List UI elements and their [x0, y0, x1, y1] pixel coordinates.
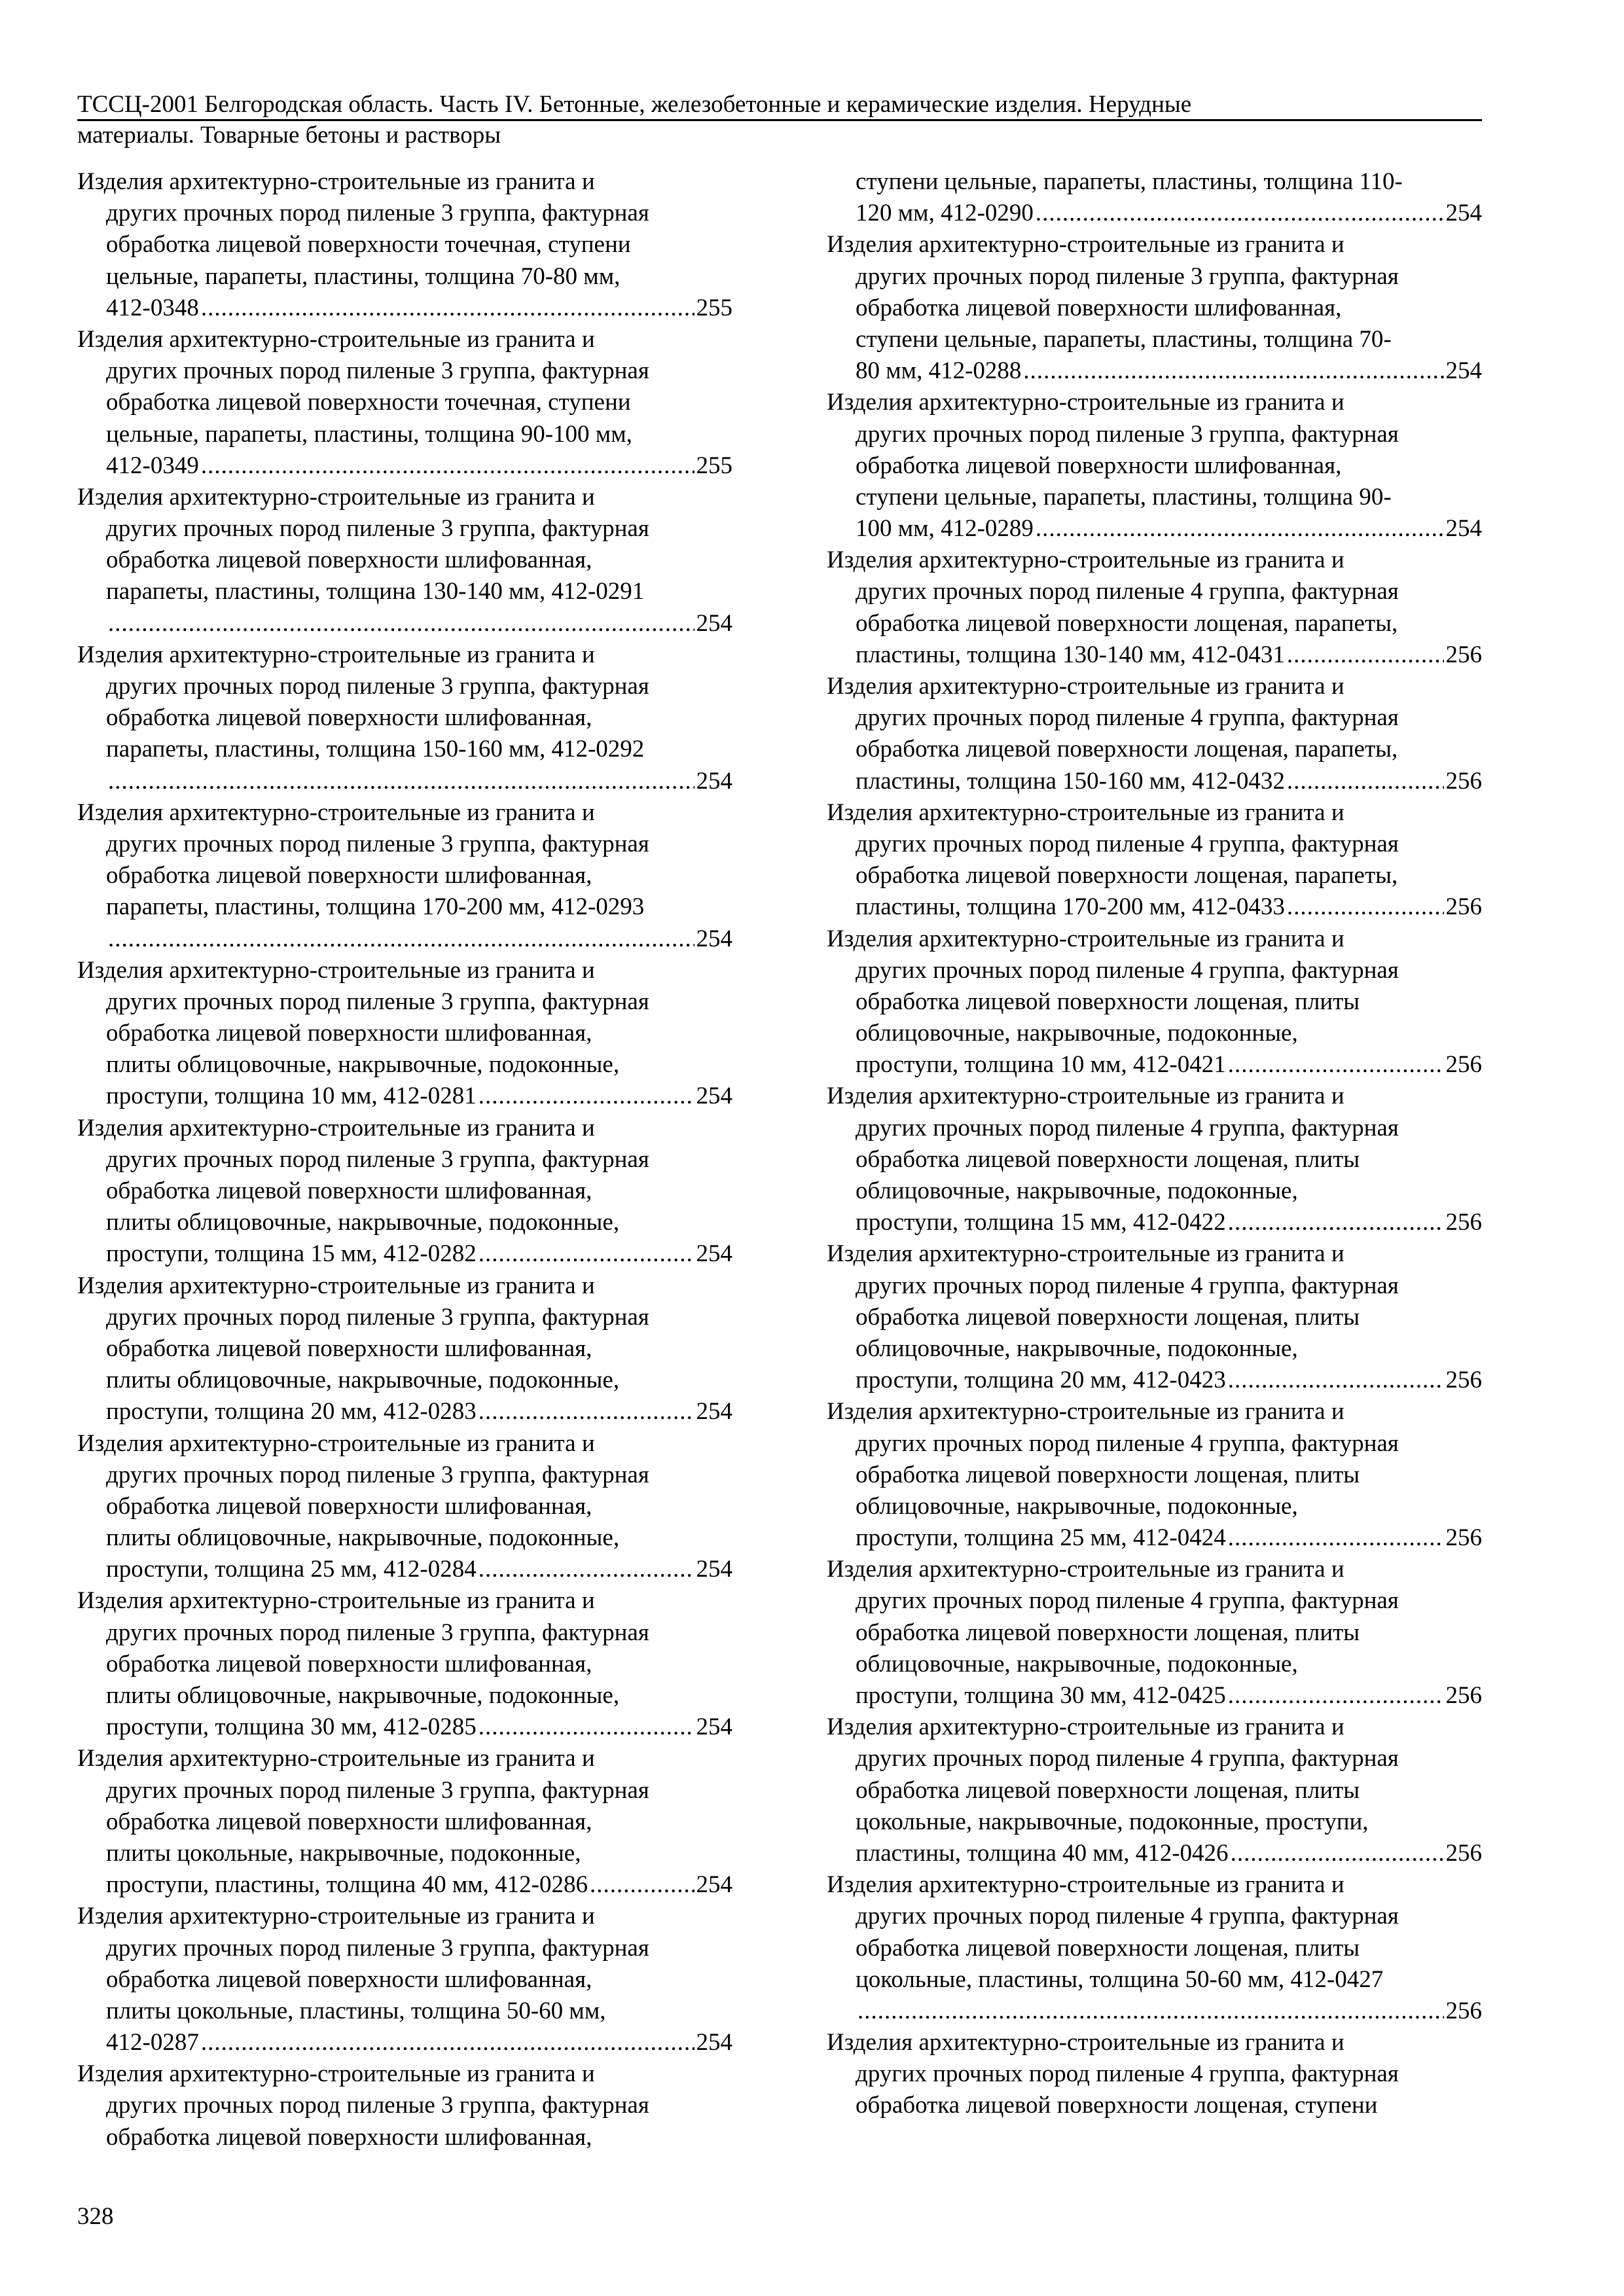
index-entry — [77, 2058, 732, 2153]
index-entry-line: облицовочные, накрывочные, подоконные, — [856, 1492, 1298, 1520]
index-entry — [827, 671, 1482, 797]
index-entry — [77, 324, 732, 482]
index-entry-line: других прочных пород пиленые 3 группа, фактурная — [856, 420, 1399, 448]
index-entry — [77, 955, 732, 1113]
index-entry-line: других прочных пород пиленые 3 группа, фактурная — [106, 2092, 649, 2119]
index-entry-line: парапеты, пластины, толщина 130-140 мм, 412-0291 — [106, 578, 645, 605]
index-entry-page-ref: 255 — [696, 294, 732, 321]
index-entry-line: плиты облицовочные, накрывочные, подоконные, — [106, 1367, 620, 1394]
dot-leader — [1287, 891, 1444, 923]
index-entry-line: Изделия архитектурно-строительные из гранита и — [77, 1429, 595, 1457]
index-entry-last-line: 120 мм, 412-0290 — [856, 200, 1034, 227]
dot-leader — [201, 450, 695, 482]
dot-leader — [1036, 513, 1444, 545]
index-entry-last-line: 412-0349 — [106, 452, 199, 479]
dot-leader — [478, 1396, 695, 1427]
index-entry-line: других прочных пород пиленые 3 группа, фактурная — [106, 1303, 649, 1331]
index-entry-line: Изделия архитектурно-строительные из гранита и — [827, 1083, 1344, 1110]
dot-leader — [1228, 1049, 1444, 1081]
index-entry-line: других прочных пород пиленые 4 группа, фактурная — [856, 1272, 1399, 1299]
index-entry-leader-line — [77, 450, 732, 482]
index-entry-line: обработка лицевой поверхности шлифованная, — [106, 1650, 592, 1677]
index-entry-leader-line — [827, 198, 1482, 229]
dot-leader — [590, 1869, 695, 1901]
index-column-left — [77, 166, 732, 2153]
index-entry-page-ref: 254 — [696, 2029, 732, 2056]
dot-leader — [478, 1081, 695, 1112]
index-entry — [77, 1585, 732, 1743]
index-entry-line: обработка лицевой поверхности шлифованная, — [106, 547, 592, 574]
index-entry-line: других прочных пород пиленые 4 группа, фактурная — [856, 1745, 1399, 1772]
index-entry — [77, 1270, 732, 1428]
index-entry-last-line: пластины, толщина 40 мм, 412-0426 — [856, 1839, 1229, 1867]
index-entry-line: других прочных пород пиленые 3 группа, фактурная — [106, 1145, 649, 1173]
index-entry-line: Изделия архитектурно-строительные из гранита и — [77, 1745, 595, 1772]
dot-leader — [1228, 1680, 1444, 1712]
index-entry-leader-line — [827, 1207, 1482, 1238]
index-entry-leader-line — [827, 639, 1482, 671]
index-entry — [77, 1901, 732, 2058]
index-entry — [77, 797, 732, 955]
index-entry-page-ref: 254 — [696, 1556, 732, 1583]
dot-leader — [478, 1712, 695, 1743]
index-entry-line: плиты облицовочные, накрывочные, подоконные, — [106, 1682, 620, 1709]
dot-leader — [478, 1554, 695, 1585]
index-entry-page-ref: 255 — [696, 452, 732, 479]
index-entry-line: облицовочные, накрывочные, подоконные, — [856, 1177, 1298, 1204]
index-entry-last-line: проступи, толщина 25 мм, 412-0424 — [856, 1524, 1226, 1552]
index-entry-page-ref: 256 — [1445, 1367, 1482, 1394]
index-entry-line: парапеты, пластины, толщина 150-160 мм, 412-0292 — [106, 736, 645, 763]
index-entry-line: обработка лицевой поверхности лощеная, плиты — [856, 988, 1360, 1015]
index-entry-line: обработка лицевой поверхности шлифованная, — [106, 1335, 592, 1362]
index-entry-leader-line — [827, 513, 1482, 545]
index-entry-leader-line — [827, 355, 1482, 387]
index-entry-line: других прочных пород пиленые 3 группа, фактурная — [106, 830, 649, 857]
index-entry-last-line: 412-0348 — [106, 294, 199, 321]
index-entry-line: Изделия архитектурно-строительные из гранита и — [77, 1272, 595, 1299]
index-entry-line: обработка лицевой поверхности лощеная, плиты — [856, 1776, 1360, 1804]
index-entry-line: Изделия архитектурно-строительные из гранита и — [77, 1114, 595, 1141]
index-entry-line: Изделия архитектурно-строительные из гранита и — [827, 1398, 1344, 1426]
index-entry-last-line: проступи, толщина 20 мм, 412-0283 — [106, 1398, 477, 1426]
index-entry-line: плиты облицовочные, накрывочные, подоконные, — [106, 1051, 620, 1079]
index-entry-line: Изделия архитектурно-строительные из гранита и — [77, 168, 595, 195]
index-entry — [827, 1712, 1482, 1869]
index-entry-line: облицовочные, накрывочные, подоконные, — [856, 1335, 1298, 1362]
index-entry-line: других прочных пород пиленые 3 группа, фактурная — [106, 1776, 649, 1804]
index-entry-leader-line — [77, 2027, 732, 2058]
index-entry-line: плиты облицовочные, накрывочные, подоконные, — [106, 1524, 620, 1552]
index-entry-line: обработка лицевой поверхности шлифованная, — [106, 1965, 592, 1993]
index-entry-last-line: пластины, толщина 130-140 мм, 412-0431 — [856, 641, 1285, 668]
index-entry-line: Изделия архитектурно-строительные из гранита и — [827, 2029, 1344, 2056]
index-entry-line: других прочных пород пиленые 3 группа, фактурная — [106, 200, 649, 227]
index-entry-line: цельные, парапеты, пластины, толщина 90-100 мм, — [106, 420, 632, 448]
index-entry — [827, 1554, 1482, 1712]
index-entry-line: обработка лицевой поверхности лощеная, парапеты, — [856, 736, 1398, 763]
index-entry-line: обработка лицевой поверхности шлифованная, — [856, 294, 1342, 321]
index-entry-last-line: проступи, пластины, толщина 40 мм, 412-0286 — [106, 1871, 588, 1899]
index-entry-line: других прочных пород пиленые 4 группа, фактурная — [856, 704, 1399, 732]
index-entry-line: Изделия архитектурно-строительные из гранита и — [77, 2060, 595, 2088]
index-entry-line: ступени цельные, парапеты, пластины, толщина 110- — [856, 168, 1403, 195]
index-entry-leader-line — [827, 766, 1482, 797]
index-entry-leader-line — [827, 1365, 1482, 1396]
index-entry — [827, 924, 1482, 1081]
index-entry-line: Изделия архитектурно-строительные из гранита и — [77, 798, 595, 826]
index-entry-leader-line — [77, 924, 732, 955]
index-entry-page-ref: 254 — [696, 609, 732, 637]
index-entry-last-line: 412-0287 — [106, 2029, 199, 2056]
index-entry-line: цокольные, пластины, толщина 50-60 мм, 412-0427 — [856, 1965, 1384, 1993]
index-entry-line: других прочных пород пиленые 4 группа, фактурная — [856, 830, 1399, 857]
index-entry-last-line: проступи, толщина 15 мм, 412-0422 — [856, 1209, 1226, 1236]
index-entry-page-ref: 256 — [1445, 1524, 1482, 1552]
index-entry-line: Изделия архитектурно-строительные из гранита и — [827, 1871, 1344, 1899]
index-entry-line: Изделия архитектурно-строительные из гранита и — [827, 231, 1344, 259]
index-entry — [827, 797, 1482, 924]
index-entry-line: обработка лицевой поверхности шлифованная, — [106, 862, 592, 889]
dot-leader — [857, 1996, 1444, 2027]
index-entry-last-line: проступи, толщина 30 мм, 412-0425 — [856, 1682, 1226, 1709]
index-entry-line: обработка лицевой поверхности лощеная, плиты — [856, 1145, 1360, 1173]
index-entry-page-ref: 256 — [1445, 1682, 1482, 1709]
index-entry-leader-line — [77, 1869, 732, 1901]
index-entry-line: обработка лицевой поверхности точечная, ступени — [106, 389, 631, 416]
index-entry-last-line: 80 мм, 412-0288 — [856, 357, 1022, 385]
index-entry-page-ref: 254 — [1445, 515, 1482, 543]
index-entry-line: Изделия архитектурно-строительные из гранита и — [827, 673, 1344, 700]
index-entry-page-ref: 254 — [696, 925, 732, 952]
index-entry-leader-line — [827, 1996, 1482, 2027]
page-number: 328 — [77, 2203, 114, 2230]
dot-leader — [1228, 1522, 1444, 1554]
dot-leader — [201, 2027, 695, 2058]
index-entry-leader-line — [77, 766, 732, 797]
index-entry — [827, 1869, 1482, 2027]
index-entry-line: обработка лицевой поверхности лощеная, парапеты, — [856, 609, 1398, 637]
index-entry — [77, 166, 732, 324]
index-entry-page-ref: 256 — [1445, 641, 1482, 668]
index-entry-last-line: пластины, толщина 170-200 мм, 412-0433 — [856, 893, 1285, 921]
index-entry-line: Изделия архитектурно-строительные из гранита и — [827, 925, 1344, 952]
index-entry — [77, 482, 732, 639]
index-entry-line: Изделия архитектурно-строительные из гранита и — [77, 1587, 595, 1615]
running-header-line-2: материалы. Товарные бетоны и растворы — [77, 122, 501, 149]
index-entry-line: плиты цокольные, накрывочные, подоконные, — [106, 1839, 581, 1867]
index-entry-line: других прочных пород пиленые 3 группа, фактурная — [106, 515, 649, 543]
index-entry-page-ref: 254 — [696, 1871, 732, 1899]
index-entry-line: Изделия архитектурно-строительные из гранита и — [77, 1903, 595, 1930]
index-entry-line: облицовочные, накрывочные, подоконные, — [856, 1650, 1298, 1677]
index-entry-line: плиты облицовочные, накрывочные, подоконные, — [106, 1209, 620, 1236]
dot-leader — [1287, 766, 1444, 797]
index-entry-line: Изделия архитектурно-строительные из гранита и — [827, 547, 1344, 574]
index-entry-line: других прочных пород пиленые 3 группа, фактурная — [106, 1619, 649, 1646]
index-entry-line: других прочных пород пиленые 4 группа, фактурная — [856, 1114, 1399, 1141]
index-entry — [77, 1428, 732, 1586]
running-header-line-1: ТССЦ-2001 Белгородская область. Часть IV. Бетонные, железобетонные и керамические изделия. Нерудные — [77, 91, 1192, 118]
index-entry-line: Изделия архитектурно-строительные из гранита и — [77, 325, 595, 353]
index-entry-leader-line — [77, 608, 732, 639]
index-entry-line: других прочных пород пиленые 3 группа, фактурная — [856, 262, 1399, 290]
dot-leader — [108, 766, 695, 797]
index-entry-line: обработка лицевой поверхности лощеная, плиты — [856, 1303, 1360, 1331]
index-column-right — [827, 166, 1482, 2122]
index-entry-line: облицовочные, накрывочные, подоконные, — [856, 1020, 1298, 1047]
index-entry-line: обработка лицевой поверхности шлифованная, — [856, 452, 1342, 479]
index-entry-line: обработка лицевой поверхности лощеная, парапеты, — [856, 862, 1398, 889]
index-entry-page-ref: 256 — [1445, 1839, 1482, 1867]
index-entry-line: обработка лицевой поверхности точечная, ступени — [106, 231, 631, 259]
index-entry-page-ref: 254 — [696, 1240, 732, 1268]
index-entry-line: других прочных пород пиленые 3 группа, фактурная — [106, 988, 649, 1015]
index-entry-leader-line — [77, 1554, 732, 1585]
index-entry-line: других прочных пород пиленые 3 группа, фактурная — [106, 1934, 649, 1962]
index-entry-line: обработка лицевой поверхности шлифованная, — [106, 1177, 592, 1204]
index-entry-page-ref: 256 — [1445, 1997, 1482, 2024]
index-entry-line: Изделия архитектурно-строительные из гранита и — [77, 483, 595, 511]
index-entry-line: других прочных пород пиленые 4 группа, фактурная — [856, 956, 1399, 984]
index-entry-line: других прочных пород пиленые 4 группа, фактурная — [856, 2060, 1399, 2088]
index-entry-line: Изделия архитектурно-строительные из гранита и — [77, 641, 595, 668]
index-entry-leader-line — [827, 1680, 1482, 1712]
index-entry-line: других прочных пород пиленые 4 группа, фактурная — [856, 1587, 1399, 1615]
index-entry-last-line: проступи, толщина 10 мм, 412-0421 — [856, 1051, 1226, 1079]
index-entry-line: Изделия архитектурно-строительные из гранита и — [827, 798, 1344, 826]
index-entry-line: плиты цокольные, пластины, толщина 50-60 мм, — [106, 1997, 606, 2024]
dot-leader — [108, 608, 695, 639]
index-entry-line: других прочных пород пиленые 4 группа, фактурная — [856, 1429, 1399, 1457]
index-entry-line: обработка лицевой поверхности лощеная, плиты — [856, 1619, 1360, 1646]
index-entry-leader-line — [77, 293, 732, 324]
index-entry-line: других прочных пород пиленые 3 группа, фактурная — [106, 673, 649, 700]
dot-leader — [1228, 1207, 1444, 1238]
dot-leader — [478, 1238, 695, 1270]
index-entry-last-line: проступи, толщина 30 мм, 412-0285 — [106, 1713, 477, 1741]
index-entry-line: обработка лицевой поверхности шлифованная, — [106, 1492, 592, 1520]
index-entry-page-ref: 254 — [696, 1713, 732, 1741]
index-entry-line: Изделия архитектурно-строительные из гранита и — [827, 1713, 1344, 1741]
index-entry-line: ступени цельные, парапеты, пластины, толщина 90- — [856, 483, 1392, 511]
index-entry-last-line: проступи, толщина 15 мм, 412-0282 — [106, 1240, 477, 1268]
index-entry-line: цокольные, накрывочные, подоконные, проступи, — [856, 1808, 1369, 1835]
dot-leader — [1231, 1838, 1444, 1869]
dot-leader — [201, 293, 695, 324]
index-entry-page-ref: 254 — [1445, 200, 1482, 227]
index-entry-line: других прочных пород пиленые 4 группа, фактурная — [856, 1903, 1399, 1930]
index-entry-line: обработка лицевой поверхности шлифованная, — [106, 704, 592, 732]
index-entry-last-line: проступи, толщина 25 мм, 412-0284 — [106, 1556, 477, 1583]
index-entry — [77, 1743, 732, 1901]
index-entry-leader-line — [827, 891, 1482, 923]
index-entry — [827, 545, 1482, 671]
index-entry-last-line: проступи, толщина 10 мм, 412-0281 — [106, 1083, 477, 1110]
dot-leader — [1023, 355, 1443, 387]
index-entry-page-ref: 254 — [696, 1398, 732, 1426]
index-entry-line: цельные, парапеты, пластины, толщина 70-80 мм, — [106, 262, 621, 290]
index-entry — [827, 1238, 1482, 1396]
index-entry-page-ref: 256 — [1445, 1051, 1482, 1079]
index-entry-line: обработка лицевой поверхности лощеная, плиты — [856, 1934, 1360, 1962]
index-entry — [827, 229, 1482, 387]
index-entry-line: обработка лицевой поверхности шлифованная, — [106, 1808, 592, 1835]
index-entry-page-ref: 254 — [1445, 357, 1482, 385]
index-entry-line: других прочных пород пиленые 4 группа, фактурная — [856, 578, 1399, 605]
index-entry-leader-line — [77, 1238, 732, 1270]
index-entry — [77, 1113, 732, 1270]
index-entry-page-ref: 254 — [696, 1083, 732, 1110]
index-entry-line: других прочных пород пиленые 3 группа, фактурная — [106, 357, 649, 385]
dot-leader — [1036, 198, 1444, 229]
index-entry-page-ref: 256 — [1445, 767, 1482, 795]
index-entry-leader-line — [77, 1396, 732, 1427]
index-entry-leader-line — [77, 1712, 732, 1743]
index-entry-line: Изделия архитектурно-строительные из гранита и — [77, 956, 595, 984]
index-entry-page-ref: 256 — [1445, 893, 1482, 921]
index-entry-page-ref: 254 — [696, 767, 732, 795]
index-entry-line: обработка лицевой поверхности лощеная, плиты — [856, 1461, 1360, 1488]
index-entry — [827, 166, 1482, 229]
index-entry — [77, 639, 732, 797]
index-entry-last-line: проступи, толщина 20 мм, 412-0423 — [856, 1367, 1226, 1394]
index-entry-leader-line — [77, 1081, 732, 1112]
index-entry-line: обработка лицевой поверхности шлифованная, — [106, 1020, 592, 1047]
index-entry-line: Изделия архитектурно-строительные из гранита и — [827, 1240, 1344, 1268]
dot-leader — [1228, 1365, 1444, 1396]
index-entry-last-line: пластины, толщина 150-160 мм, 412-0432 — [856, 767, 1285, 795]
index-entry-line: обработка лицевой поверхности шлифованная, — [106, 2123, 592, 2151]
index-entry-leader-line — [827, 1522, 1482, 1554]
index-entry — [827, 1081, 1482, 1238]
index-entry — [827, 2027, 1482, 2122]
index-entry-page-ref: 256 — [1445, 1209, 1482, 1236]
index-entry-line: Изделия архитектурно-строительные из гранита и — [827, 1556, 1344, 1583]
index-entry-last-line: 100 мм, 412-0289 — [856, 515, 1034, 543]
index-entry-line: Изделия архитектурно-строительные из гранита и — [827, 389, 1344, 416]
index-entry-line: обработка лицевой поверхности лощеная, ступени — [856, 2092, 1378, 2119]
dot-leader — [1287, 639, 1444, 671]
index-entry — [827, 387, 1482, 545]
index-entry-line: парапеты, пластины, толщина 170-200 мм, 412-0293 — [106, 893, 645, 921]
index-entry — [827, 1396, 1482, 1554]
index-entry-line: ступени цельные, парапеты, пластины, толщина 70- — [856, 325, 1392, 353]
dot-leader — [108, 924, 695, 955]
index-entry-leader-line — [827, 1049, 1482, 1081]
index-entry-line: других прочных пород пиленые 3 группа, фактурная — [106, 1461, 649, 1488]
header-rule — [77, 119, 1482, 121]
index-entry-leader-line — [827, 1838, 1482, 1869]
